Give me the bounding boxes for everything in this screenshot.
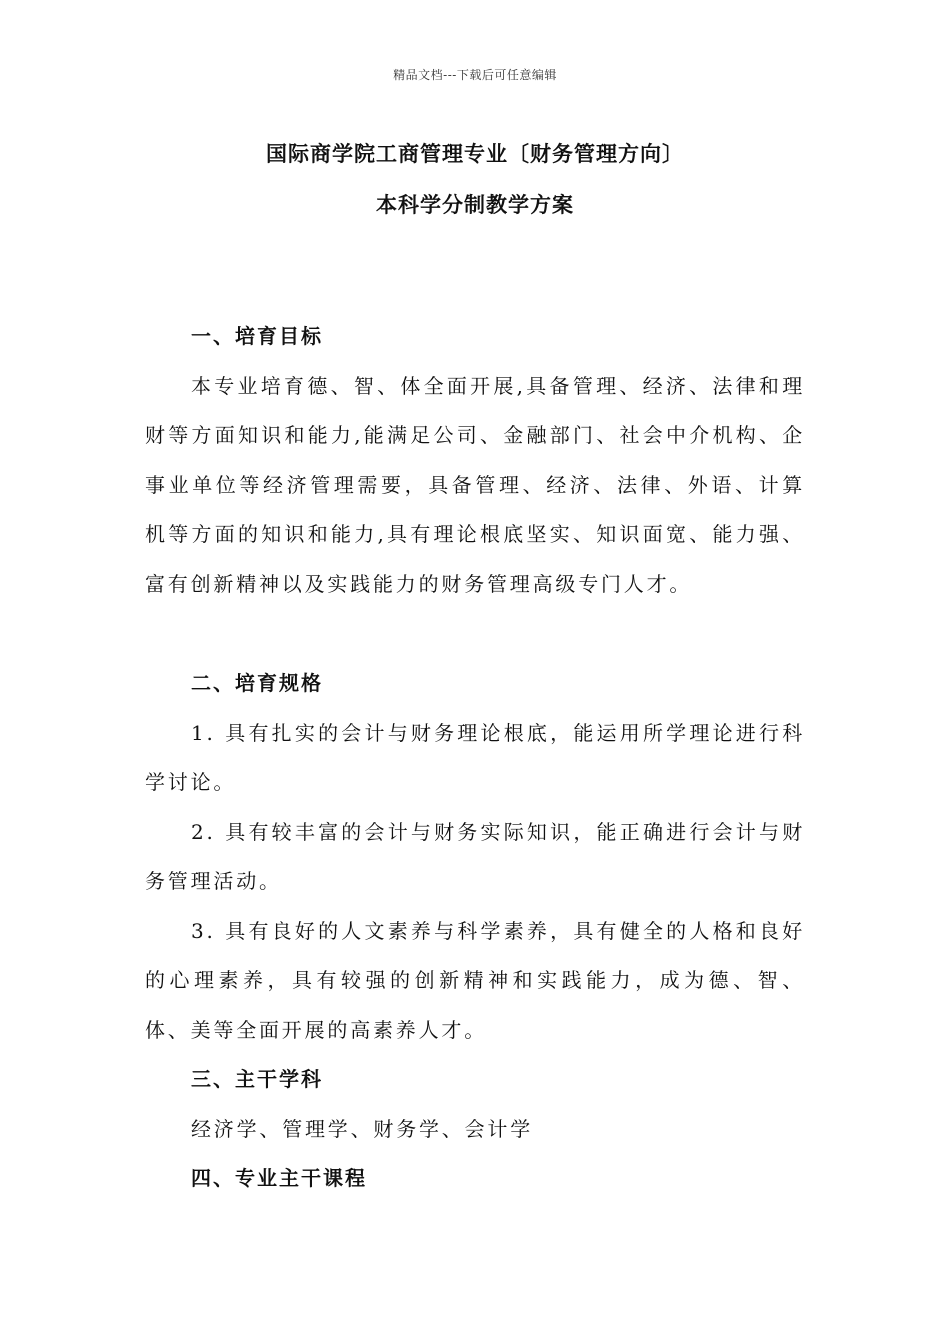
section-body-objectives: 本专业培育德、智、体全面开展,具备管理、经济、法律和理财等方面知识和能力,能满足公司、金融部门、社会中介机构、企事业单位等经济管理需要，具备管理、经济、法律、外语、计算机等方面的知识和能力,具有理论根底坚实、知识面宽、能力强、富有创新精神以及实践能力的财务管理高级专门人才。: [145, 373, 805, 596]
section-heading-courses: 四、专业主干课程: [191, 1166, 367, 1190]
document-body: [145, 312, 805, 1204]
section-gap: [145, 609, 805, 659]
section-heading-objectives: 一、培育目标: [191, 324, 323, 348]
section-body-disciplines: 经济学、管理学、财务学、会计学: [191, 1116, 533, 1141]
header-note: 精品文档---下载后可任意编辑: [393, 68, 557, 82]
document-subtitle: 本科学分制教学方案: [376, 192, 574, 217]
section-heading-specifications: 二、培育规格: [191, 671, 323, 695]
spec-item-2: 2. 具有较丰富的会计与财务实际知识，能正确进行会计与财务管理活动。: [145, 819, 805, 893]
spec-item-3: 3. 具有良好的人文素养与科学素养，具有健全的人格和良好的心理素养，具有较强的创新精神和实践能力，成为德、智、体、美等全面开展的高素养人才。: [145, 918, 805, 1042]
document-title: 国际商学院工商管理专业〔财务管理方向〕: [266, 141, 684, 166]
section-heading-disciplines: 三、主干学科: [191, 1067, 323, 1091]
spec-item-1: 1. 具有扎实的会计与财务理论根底，能运用所学理论进行科学讨论。: [145, 720, 805, 794]
